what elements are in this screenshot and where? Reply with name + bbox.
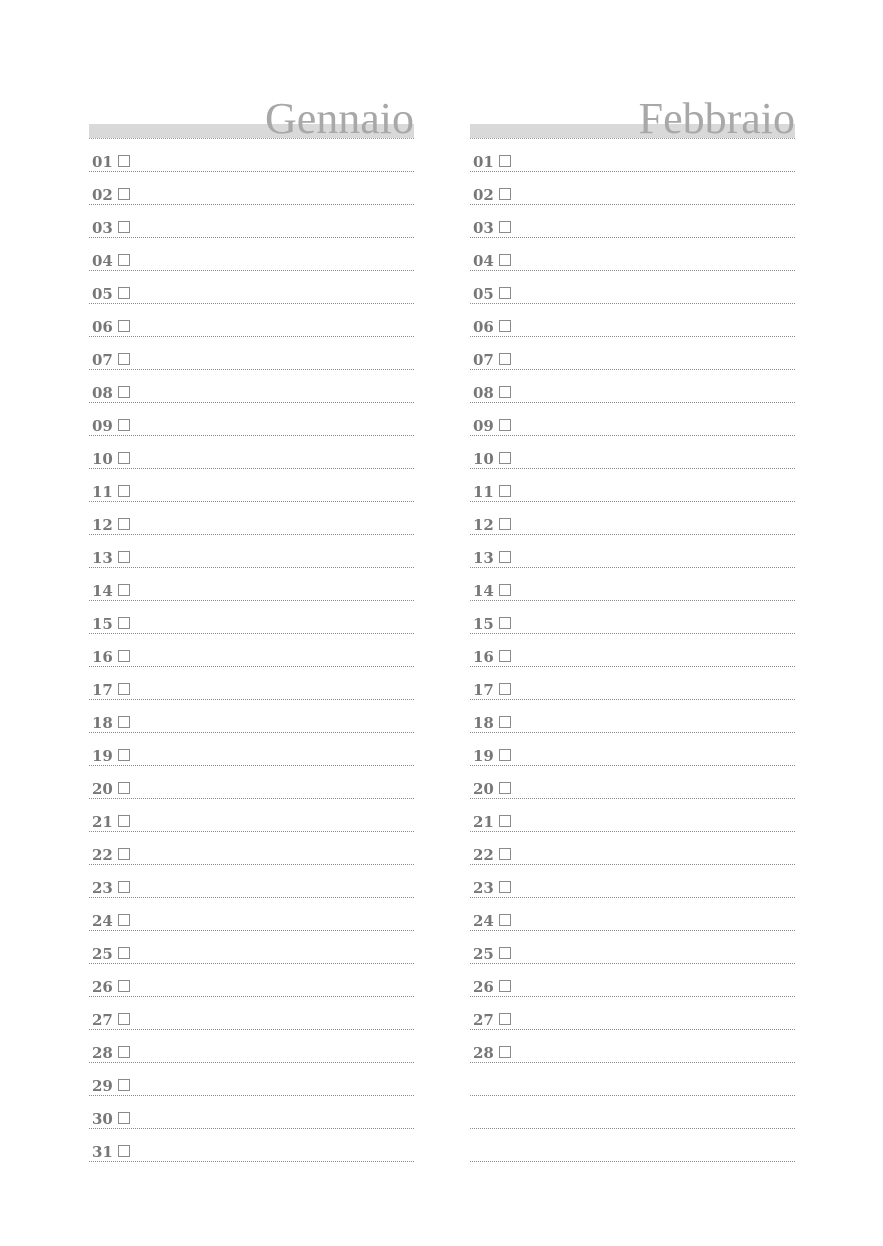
day-row xyxy=(470,1030,795,1063)
day-row xyxy=(470,766,795,799)
checkbox-icon[interactable] xyxy=(499,452,511,464)
day-row xyxy=(470,370,795,403)
checkbox-icon[interactable] xyxy=(118,1112,130,1124)
checkbox-icon[interactable] xyxy=(118,1046,130,1058)
checkbox-icon[interactable] xyxy=(499,881,511,893)
day-number: 31 xyxy=(92,1143,113,1161)
checkbox-icon[interactable] xyxy=(118,749,130,761)
day-row xyxy=(470,997,795,1030)
checkbox-icon[interactable] xyxy=(499,419,511,431)
day-number: 01 xyxy=(92,153,113,171)
day-number: 06 xyxy=(92,318,113,336)
day-row xyxy=(89,700,414,733)
day-number: 04 xyxy=(473,252,494,270)
checkbox-icon[interactable] xyxy=(118,947,130,959)
day-row xyxy=(89,535,414,568)
day-number: 15 xyxy=(92,615,113,633)
day-number: 25 xyxy=(92,945,113,963)
day-row xyxy=(89,271,414,304)
checkbox-icon[interactable] xyxy=(499,749,511,761)
day-number: 24 xyxy=(473,912,494,930)
day-row xyxy=(89,1096,414,1129)
day-number: 09 xyxy=(473,417,494,435)
day-number: 27 xyxy=(473,1011,494,1029)
checkbox-icon[interactable] xyxy=(118,716,130,728)
day-row xyxy=(470,271,795,304)
day-number: 21 xyxy=(92,813,113,831)
day-number: 07 xyxy=(473,351,494,369)
day-number: 23 xyxy=(473,879,494,897)
checkbox-icon[interactable] xyxy=(118,386,130,398)
day-row xyxy=(89,898,414,931)
day-number: 08 xyxy=(92,384,113,402)
day-number: 02 xyxy=(92,186,113,204)
day-number: 24 xyxy=(92,912,113,930)
day-row xyxy=(470,403,795,436)
checkbox-icon[interactable] xyxy=(499,617,511,629)
day-number: 02 xyxy=(473,186,494,204)
checkbox-icon[interactable] xyxy=(499,551,511,563)
checkbox-icon[interactable] xyxy=(118,518,130,530)
day-row xyxy=(89,799,414,832)
day-row xyxy=(470,667,795,700)
day-row xyxy=(470,733,795,766)
day-number: 12 xyxy=(92,516,113,534)
checkbox-icon[interactable] xyxy=(499,716,511,728)
day-number: 04 xyxy=(92,252,113,270)
day-number: 13 xyxy=(473,549,494,567)
day-number: 03 xyxy=(92,219,113,237)
day-row xyxy=(89,931,414,964)
day-number: 09 xyxy=(92,417,113,435)
day-row xyxy=(89,964,414,997)
day-number: 26 xyxy=(473,978,494,996)
checkbox-icon[interactable] xyxy=(499,188,511,200)
checkbox-icon[interactable] xyxy=(118,1013,130,1025)
checkbox-icon[interactable] xyxy=(499,287,511,299)
day-number: 17 xyxy=(92,681,113,699)
day-row xyxy=(89,370,414,403)
day-row xyxy=(89,1063,414,1096)
day-number: 14 xyxy=(473,582,494,600)
day-number: 05 xyxy=(92,285,113,303)
checkbox-icon[interactable] xyxy=(118,815,130,827)
day-row xyxy=(89,997,414,1030)
day-number: 12 xyxy=(473,516,494,534)
checkbox-icon[interactable] xyxy=(118,155,130,167)
checkbox-icon[interactable] xyxy=(118,551,130,563)
month-header xyxy=(89,88,414,143)
day-number: 08 xyxy=(473,384,494,402)
checkbox-icon[interactable] xyxy=(499,815,511,827)
checkbox-icon[interactable] xyxy=(118,1079,130,1091)
day-row xyxy=(89,667,414,700)
checkbox-icon[interactable] xyxy=(118,881,130,893)
day-number: 29 xyxy=(92,1077,113,1095)
day-number: 23 xyxy=(92,879,113,897)
day-row xyxy=(89,568,414,601)
checkbox-icon[interactable] xyxy=(499,353,511,365)
day-row xyxy=(470,535,795,568)
checkbox-icon[interactable] xyxy=(118,353,130,365)
checkbox-icon[interactable] xyxy=(499,782,511,794)
day-row xyxy=(89,238,414,271)
day-row xyxy=(470,502,795,535)
checkbox-icon[interactable] xyxy=(499,386,511,398)
day-number: 01 xyxy=(473,153,494,171)
day-row xyxy=(470,1063,795,1096)
day-row xyxy=(470,898,795,931)
checkbox-icon[interactable] xyxy=(118,980,130,992)
checkbox-icon[interactable] xyxy=(118,782,130,794)
day-row xyxy=(89,469,414,502)
day-number: 11 xyxy=(473,483,494,501)
day-number: 05 xyxy=(473,285,494,303)
month-title: Febbraio xyxy=(638,94,795,143)
day-row xyxy=(470,469,795,502)
checkbox-icon[interactable] xyxy=(499,155,511,167)
checkbox-icon[interactable] xyxy=(499,650,511,662)
month-column-gennaio xyxy=(89,88,414,1162)
day-row xyxy=(89,139,414,172)
checkbox-icon[interactable] xyxy=(499,947,511,959)
day-row xyxy=(89,601,414,634)
day-row xyxy=(470,964,795,997)
checkbox-icon[interactable] xyxy=(118,254,130,266)
day-list xyxy=(89,139,414,1162)
checkbox-icon[interactable] xyxy=(118,452,130,464)
checkbox-icon[interactable] xyxy=(499,1013,511,1025)
day-row xyxy=(89,634,414,667)
day-number: 11 xyxy=(92,483,113,501)
day-row xyxy=(89,403,414,436)
day-number: 19 xyxy=(473,747,494,765)
day-number: 18 xyxy=(92,714,113,732)
day-row xyxy=(470,601,795,634)
day-row xyxy=(470,832,795,865)
month-header xyxy=(470,88,795,143)
day-row xyxy=(470,139,795,172)
month-column-febbraio xyxy=(470,88,795,1162)
day-row xyxy=(470,634,795,667)
checkbox-icon[interactable] xyxy=(118,650,130,662)
day-row xyxy=(470,700,795,733)
day-row xyxy=(470,799,795,832)
day-row xyxy=(89,1030,414,1063)
checkbox-icon[interactable] xyxy=(118,584,130,596)
checkbox-icon[interactable] xyxy=(118,287,130,299)
day-row xyxy=(89,337,414,370)
checkbox-icon[interactable] xyxy=(118,188,130,200)
day-number: 20 xyxy=(92,780,113,798)
day-row xyxy=(89,733,414,766)
day-number: 26 xyxy=(92,978,113,996)
day-number: 17 xyxy=(473,681,494,699)
day-row xyxy=(89,304,414,337)
day-number: 28 xyxy=(92,1044,113,1062)
day-row xyxy=(89,1129,414,1162)
day-number: 10 xyxy=(92,450,113,468)
month-title: Gennaio xyxy=(264,94,414,143)
checkbox-icon[interactable] xyxy=(499,221,511,233)
day-row xyxy=(470,931,795,964)
day-row xyxy=(89,205,414,238)
checkbox-icon[interactable] xyxy=(118,914,130,926)
day-number: 14 xyxy=(92,582,113,600)
day-row xyxy=(470,304,795,337)
checkbox-icon[interactable] xyxy=(499,320,511,332)
day-row xyxy=(89,172,414,205)
day-number: 19 xyxy=(92,747,113,765)
day-number: 22 xyxy=(92,846,113,864)
day-row xyxy=(89,865,414,898)
day-row xyxy=(470,436,795,469)
checkbox-icon[interactable] xyxy=(118,1145,130,1157)
checkbox-icon[interactable] xyxy=(499,584,511,596)
day-row xyxy=(470,568,795,601)
checkbox-icon[interactable] xyxy=(118,485,130,497)
checkbox-icon[interactable] xyxy=(499,254,511,266)
checkbox-icon[interactable] xyxy=(118,419,130,431)
day-row xyxy=(470,238,795,271)
checkbox-icon[interactable] xyxy=(499,848,511,860)
day-number: 25 xyxy=(473,945,494,963)
checkbox-icon[interactable] xyxy=(118,683,130,695)
day-list xyxy=(470,139,795,1162)
day-row xyxy=(470,865,795,898)
day-number: 20 xyxy=(473,780,494,798)
day-row xyxy=(470,337,795,370)
checkbox-icon[interactable] xyxy=(118,848,130,860)
day-number: 07 xyxy=(92,351,113,369)
checkbox-icon[interactable] xyxy=(499,485,511,497)
checkbox-icon[interactable] xyxy=(118,221,130,233)
day-number: 22 xyxy=(473,846,494,864)
day-row xyxy=(89,502,414,535)
day-number: 27 xyxy=(92,1011,113,1029)
day-number: 13 xyxy=(92,549,113,567)
checkbox-icon[interactable] xyxy=(499,1046,511,1058)
day-row xyxy=(470,1129,795,1162)
checkbox-icon[interactable] xyxy=(499,683,511,695)
day-row xyxy=(89,766,414,799)
day-number: 15 xyxy=(473,615,494,633)
day-row xyxy=(470,205,795,238)
day-number: 18 xyxy=(473,714,494,732)
day-number: 06 xyxy=(473,318,494,336)
day-row xyxy=(470,172,795,205)
day-number: 21 xyxy=(473,813,494,831)
checkbox-icon[interactable] xyxy=(499,980,511,992)
day-number: 16 xyxy=(473,648,494,666)
checkbox-icon[interactable] xyxy=(499,914,511,926)
checkbox-icon[interactable] xyxy=(118,320,130,332)
day-number: 30 xyxy=(92,1110,113,1128)
day-number: 28 xyxy=(473,1044,494,1062)
day-row xyxy=(470,1096,795,1129)
checkbox-icon[interactable] xyxy=(118,617,130,629)
day-row xyxy=(89,832,414,865)
day-number: 16 xyxy=(92,648,113,666)
checkbox-icon[interactable] xyxy=(499,518,511,530)
day-number: 03 xyxy=(473,219,494,237)
day-number: 10 xyxy=(473,450,494,468)
day-row xyxy=(89,436,414,469)
